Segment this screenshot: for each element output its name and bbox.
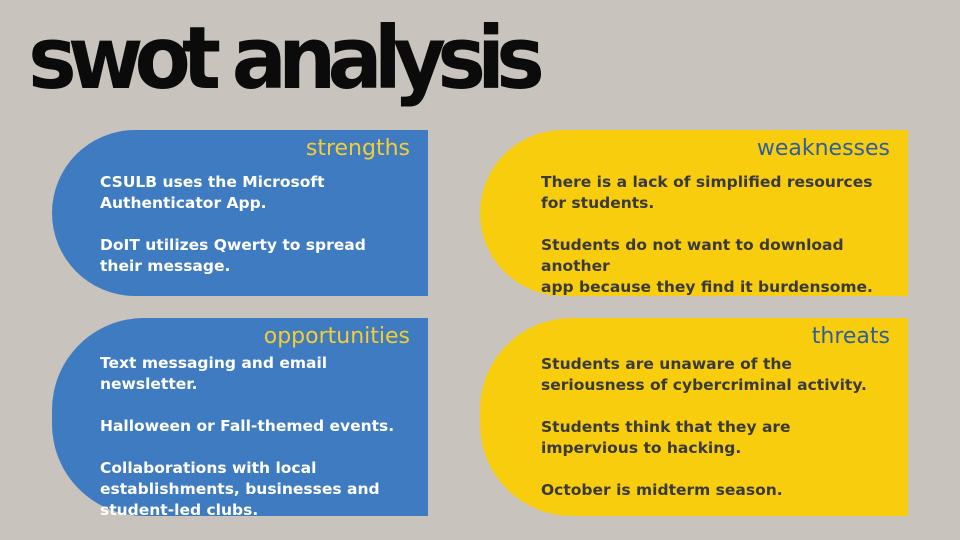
weaknesses-heading: weaknesses: [756, 136, 890, 161]
threats-item: Students think that they are impervious to hacking.: [541, 418, 791, 457]
weaknesses-item: There is a lack of simplified resources for students.: [541, 173, 873, 212]
page-title: swot analysis: [28, 9, 536, 110]
threats-card: [480, 318, 908, 516]
strengths-item: DoIT utilizes Qwerty to spread their message.: [100, 236, 366, 275]
opportunities-heading: opportunities: [263, 324, 410, 349]
opportunities-card: [52, 318, 428, 519]
opportunities-item: Halloween or Fall-themed events.: [100, 417, 395, 435]
weaknesses-card: [480, 130, 908, 296]
strengths-card: [52, 130, 428, 296]
opportunities-item: Collaborations with local establishments, businesses and student-led clubs.: [100, 459, 380, 519]
strengths-list: [100, 172, 418, 277]
weaknesses-item: Students do not want to download another app because they find it burdensome.: [541, 236, 873, 296]
threats-item: October is midterm season.: [541, 481, 783, 499]
threats-heading: threats: [811, 324, 890, 349]
threats-list: [541, 354, 898, 501]
opportunities-list: [100, 353, 418, 521]
opportunities-item: Text messaging and email newsletter.: [100, 354, 328, 393]
threats-item: Students are unaware of the seriousness of cybercriminal activity.: [541, 355, 867, 394]
strengths-item: CSULB uses the Microsoft Authenticator App.: [100, 173, 325, 212]
weaknesses-list: [541, 172, 898, 298]
strengths-heading: strengths: [305, 136, 410, 161]
